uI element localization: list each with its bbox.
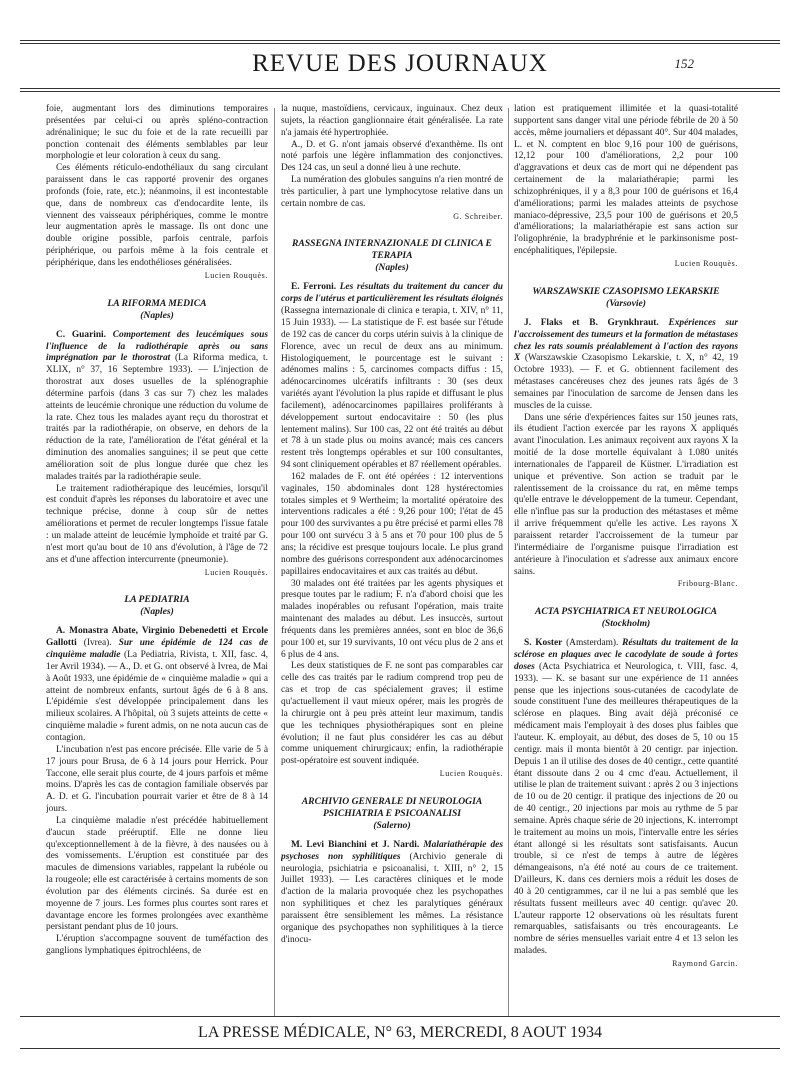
article-body: — K. se basant sur une expérience de 11 années pense que les injections sous-cutanées de cacodylate de soude constituent l'une des meilleures thérapeutiques de la sclérose en plaques. Bing avait déjà préconisé ce médicament mais l'employait à des doses plus faibles que l'auteur. K. employait, au début, des doses de 5, 10 ou 15 centigr. mais il monta bientôt à 20 centigr. par injection. Depuis 1 an il utilise des doses de 40 centigr., cette quantité étant dissoute dans 2 ou 4 cmc d'eau. Actuellement, il utilise le plan de traitement suivant : après 2 ou 3 injections de 10 ou de 20 centigr. il pratique des injections de 20 ou de 40 centigr., 20 injections par mois au rythme de 5 par semaine. Après chaque série de 20 injections, K. interrompt le traitement au moins un mois, l'intervalle entre les séries étant allongé si les résultats sont satisfaisants. Aucun trouble, si ce n'est de temps à autre de légères démangeaisons, n'a été noté au cours de ce traitement. D'ailleurs, K. dans ces derniers mois a réduit les doses de 40 à 20 centigrammes, car il ne lui a pas semblé que les résultats fussent meilleurs avec 40 centigr. qu'avec 20. L'auteur rapporte 12 observations où les résultats furent remarquables, satisfaisants ou très encourageants. Le nombre de séries mensuelles variait entre 4 et 13 selon les malades. <box>514 673 738 957</box>
article <box>281 282 503 472</box>
paragraph: Dans une série d'expériences faites sur 150 jeunes rats, ils étudient l'action exercée par les rayons X appliqués avant l'inoculation. Les animaux reçoivent aux rayons X la moitié de la dose mortelle équivalant à 1.080 unités internationales de l'appareil de Küstner. L'irradiation est unique et préventive. Son action se traduit par le ralentissement de la croissance du rat, en même temps qu'elle entrave le développement de la tumeur. Cependant, elle n'influe pas sur la production des métastases et même il arrive fréquemment qu'elle les active. Les rayons X paraissent retarder l'accroissement de la tumeur par l'intermédiaire de l'organisme puisque l'irradiation est antérieure à l'inoculation et s'adresse aux animaux encore sains. <box>514 412 738 577</box>
article-reference: (Rassegna internazionale di clinica e terapia, t. XIV, n° 11, 15 Juin 1933). <box>281 306 503 328</box>
paragraph: La numération des globules sanguins n'a rien montré de très particulier, à part une lymphocytose relative dans un certain nombre de cas. <box>281 175 503 209</box>
article-author: A. Monastra Abate, Virginio Debenedetti et Ercole Gallotti <box>46 626 268 649</box>
header-rule-top-2 <box>20 43 780 44</box>
paragraph: 162 malades de F. ont été opérées : 12 interventions vaginales, 150 abdominales dont 128 hystérectomies totales simples et 9 Wertheim; la mortalité opératoire des interventions radicales a été : 9,26 pour 100; l'état de 45 pour 100 des survivantes a pu être précisé et parmi elles 78 pour 100 ont survécu 3 à 5 ans et 70 pour 100 plus de 5 ans; la récidive est presque toujours locale. Le plus grand nombre des guérisons correspondent aux adénocarcinomes papillaires endocavitaires et aux cas traités au début. <box>281 471 503 577</box>
signature: Raymond Garcin. <box>672 959 738 968</box>
paragraph: la nuque, mastoïdiens, cervicaux, inguinaux. Chez deux sujets, la réaction ganglionnaire était généralisée. La rate n'a jamais été hypertrophiée. <box>281 104 503 138</box>
signature: Lucien Rouquès. <box>204 270 268 280</box>
paragraph: L'éruption s'accompagne souvent de tuméfaction des ganglions lymphatiques épitrochléens, de <box>46 934 268 957</box>
article-title: Expériences sur l'accroissement des tumeurs et la formation de métastases chez les rats soumis préalablement à l'action des rayons X <box>514 317 738 364</box>
section-city: (Naples) <box>140 309 174 321</box>
paragraph: Les deux statistiques de F. ne sont pas comparables car celle des cas traités par le radium comprend trop peu de cas et trop de cas spécialement graves; il estime qu'actuellement il vaut mieux opérer, mais les progrès de la chirurgie ont à peu près atteint leur maximum, tandis que les techniques physiothérapiques sont en pleine évolution; il ne faut plus considérer les cas au début comme uniquement chirurgicaux; enfin, la radiothérapie post-opératoire est souvent indiquée. <box>281 661 503 767</box>
paragraph: Le traitement radiothérapique des leucémies, lorsqu'il est conduit d'après les réponses du laboratoire et avec une technique précise, donne à coup sûr de nettes améliorations et permet de reculer longtemps l'issue fatale : un malade atteint de leucémie lymphoïde et traité par G. n'est mort qu'au bout de 10 ans d'évolution, à l'âge de 72 ans et d'une affection intercurrente (pneumonie). <box>46 483 268 565</box>
section-title: ACTA PSYCHIATRICA ET NEUROLOGICA <box>534 606 718 618</box>
article-title: Sur une épidémie de 124 cas de cinquième maladie <box>46 638 268 661</box>
paragraph: L'incubation n'est pas encore précisée. Elle varie de 5 à 17 jours pour Brusa, de 6 à 14 jours pour Herrick. Pour Taccone, elle serait plus courte, de 4 jours parfois et même moins. D'après les cas de contagion familiale observés par A. D. et G. l'incubation pourrait varier et être de 8 à 14 jours. <box>46 744 268 815</box>
signature: Fribourg-Blanc. <box>677 579 738 589</box>
header-rule-bottom-2 <box>20 91 780 92</box>
section-city: (Stockholm) <box>601 618 651 630</box>
article-reference: (La Riforma medica, t. XLIX, n° 37, 16 Septembre 1933). <box>46 353 268 376</box>
header-rule-top <box>20 40 780 41</box>
article-reference: (La Pediatria, Rivista, t. XII, fasc. 4, 1er Avril 1934). <box>46 650 268 672</box>
article-author: S. Koster <box>524 638 563 649</box>
article-reference: (Warszawskie Czasopismo Lekarskie, t. X, n° 42, 19 Octobre 1933). <box>514 353 738 376</box>
signature: Lucien Rouquès. <box>439 769 503 779</box>
article-author: C. Guarini. <box>56 329 107 340</box>
section-title: RASSEGNA INTERNAZIONALE DI CLINICA E TERAPIA <box>292 238 492 262</box>
signature: G. Schreiber. <box>453 211 503 221</box>
article-reference: (Acta Psychiatrica et Neurologica, t. VIII, fasc. 4, 1933). <box>514 661 738 684</box>
article-author: M. Levi Bianchini et J. Nardi. <box>291 839 420 850</box>
article-title: Comportement des leucémiques sous l'influence de la radiothérapie après ou sans imprégnation par le thorostrat <box>46 329 268 364</box>
article-place: (Amsterdam). <box>566 638 619 649</box>
article-reference: (Archivio generale di neurologia, psichiatria e psicoanalisi, t. XIII, n° 2, 15 Juillet 1933). <box>281 851 503 886</box>
article <box>514 638 738 958</box>
article-body: — F. et G. obtiennent facilement des métastases cancéreuses chez des jeunes rats âgés de 3 semaines par l'inoculation de sarcome de Jensen dans les muscles de la cuisse. <box>514 365 738 411</box>
header-rule-bottom <box>20 88 780 89</box>
paragraph: 30 malades ont été traitées par les agents physiques et presque toutes par le radium; F. n'a d'abord choisi que les malades inopérables ou refusant l'opération, mais traite maintenant des malades au début. Les insuccès, surtout fréquents dans les premières années, sont en bloc de 36,6 pour 100 et, sur 19 survivants, 10 ont vécu plus de 2 ans et 6 plus de 4 ans. <box>281 578 503 660</box>
article-title: Malariathérapie des psychoses non syphilitiques <box>281 839 503 862</box>
paragraph: La cinquième maladie n'est précédée habituellement d'aucun stade prééruptif. Elle ne donne lieu qu'exceptionnellement à de la fièvre, à des nausées ou à des vomissements. L'éruption est constituée par des macules de dimensions variables, rappelant la rubéole ou la rougeole; elle est caractérisée à certains moments de son évolution par des éléments circinés. Sa durée est en moyenne de 7 jours. Les formes plus courtes sont rares et davantage encore les formes prolongées avec exanthème persistant pendant plus de 10 jours. <box>46 815 268 933</box>
column-separator-1 <box>274 108 275 1016</box>
section-title: ARCHIVIO GENERALE DI NEUROLOGIA PSICHIATRIA E PSICOANALISI <box>301 795 483 819</box>
section-title: LA RIFORMA MEDICA <box>107 297 207 309</box>
paragraph: A., D. et G. n'ont jamais observé d'exanthème. Ils ont noté parfois une légère inflammation des conjonctives. Des 124 cas, un seul a donné lieu à une rechute. <box>281 139 503 174</box>
journal-title: REVUE DES JOURNAUX <box>252 50 548 77</box>
article-title: Résultats du traitement de la sclérose en plaques avec le cacodylate de soude à fortes doses <box>514 638 738 672</box>
article <box>281 840 503 947</box>
page-number: 152 <box>674 56 694 71</box>
signature: Lucien Rouquès. <box>204 567 268 577</box>
section-title: WARSZAWSKIE CZASOPISMO LEKARSKIE <box>532 285 720 297</box>
article <box>46 626 268 744</box>
footer-rule-bottom <box>20 1048 780 1049</box>
section-title: LA PEDIATRIA <box>124 594 190 606</box>
section-city: (Salerno) <box>373 819 411 831</box>
section-city: (Varsovie) <box>606 297 646 309</box>
article-body: — A., D. et G. ont observé à Ivrea, de Mai à Août 1933, une épidémie de « cinquième maladie » qui a atteint de nombreux enfants, surtout âgés de 6 à 8 ans. L'épidémie s'est développée principalement dans les milieux scolaires. A l'hôpital, où 3 sujets atteints de cette « cinquième maladie » furent admis, on ne nota aucun cas de contagion. <box>46 661 268 743</box>
paragraph: Ces éléments réticulo-endothéliaux du sang circulant paraissent dans le cas rapporté provenir des organes profonds (foie, rate, etc.); néanmoins, il est incontestable que, dans de nombreux cas d'endocardite lente, ils viennent des vaisseaux périphériques, comme le montre leur augmentation après le massage. Ils ont donc une double origine possible, parfois centrale, parfois périphérique, ou parfois même à la fois centrale et périphérique, dans les endothélioses généralisées. <box>46 163 268 268</box>
article <box>514 318 738 413</box>
footer-text: LA PRESSE MÉDICALE, N° 63, MERCREDI, 8 AOUT 1934 <box>198 1024 602 1041</box>
page-header <box>20 46 780 86</box>
article-place: (Ivrea). <box>83 638 112 649</box>
column-3 <box>514 104 738 1004</box>
signature: Lucien Rouquès. <box>674 258 738 268</box>
column-separator-2 <box>508 108 509 1016</box>
article <box>46 330 268 484</box>
column-2 <box>281 104 503 1004</box>
section-city: (Naples) <box>375 262 409 274</box>
section-city: (Naples) <box>140 606 174 618</box>
article-body: — Les caractères cliniques et le mode d'action de la malaria provoquée chez les psychopathes non syphilitiques et chez les paralytiques généraux paraissent être sensiblement les mêmes. La résistance organique des psychopathes non syphilitiques à la tierce d'inocu- <box>281 875 503 945</box>
article-body: — La statistique de F. est basée sur l'étude de 192 cas de cancer du corps utérin suivis à la clinique de Florence, avec un recul de deux ans au minimum. Histologiquement, le pourcentage est le suivant : adénomes malins : 5, carcinomes compacts diffus : 15, adénocarcinomes ulcératifs infiltrants : 30 (ses deux variétés ayant l'évolution la plus rapide et diffusant le plus facilement), adénocarcinomes papillaires proliférants à développement surtout endocavitaire : 50 (les plus lentement malins). Sur 100 cas, 22 ont été traités au début et 78 à un stade plus ou moins avancé; mais ces cancers restent très longtemps opérables et sur 100 consultantes, 94 sont cliniquement opérables et 87 réellement opérables. <box>281 317 503 471</box>
column-1 <box>46 104 268 1004</box>
article-author: E. Ferroni. <box>291 282 337 293</box>
paragraph: foie, augmentant lors des diminutions temporaires présentées par celui-ci ou après spléno-contraction adrénalinique; le suc du foie et de la rate recueilli par ponction contenait des éléments semblables par leur morphologie et leur coloration à ceux du sang. <box>46 104 268 162</box>
article-title: Les résultats du traitement du cancer du corps de l'utérus et particulièrement les résultats éloignés <box>281 282 503 305</box>
paragraph: lation est pratiquement illimitée et la quasi-totalité supportent sans danger vital une période fébrile de 20 à 50 accès, même journaliers et dépassant 40°. Sur 404 malades, L. et N. comptent en bloc 9,16 pour 100 de guérisons, 12,12 pour 100 d'améliorations, 2,2 pour 100 d'aggravations et deux cas de mort qui ne dépendent pas certainement de la malariathérapie; parmi les schizophréniques, il y a 8,3 pour 100 de guérisons et 16,4 d'améliorations; parmi les malades atteints de psychose maniaco-dépressive, 23,5 pour 100 de guérisons et 20,5 d'améliorations; la malariathérapie est sans action sur l'oligophrénie, la bradyphrénie et le parkinsonisme post-encéphalitiques, l'épilepsie. <box>514 104 738 257</box>
page-footer <box>20 1020 780 1046</box>
footer-rule-top <box>20 1016 780 1017</box>
article-body: — L'injection de thorostrat aux doses usuelles de la splénographie détermine parfois (dans 3 cas sur 7) chez les malades atteints de leucémie chronique une réduction du volume de la rate. Chez tous les malades ayant reçu du thorostrat et traités par la radiothérapie, on observe, en dehors de la réduction de la rate, l'amélioration de l'état général et la diminution des anomalies sanguines; il se peut que cette amélioration soit de plus longue durée que chez les malades traités par la radiothérapie seule. <box>46 365 268 482</box>
article-author: J. Flaks et B. Grynkhraut. <box>524 317 659 328</box>
